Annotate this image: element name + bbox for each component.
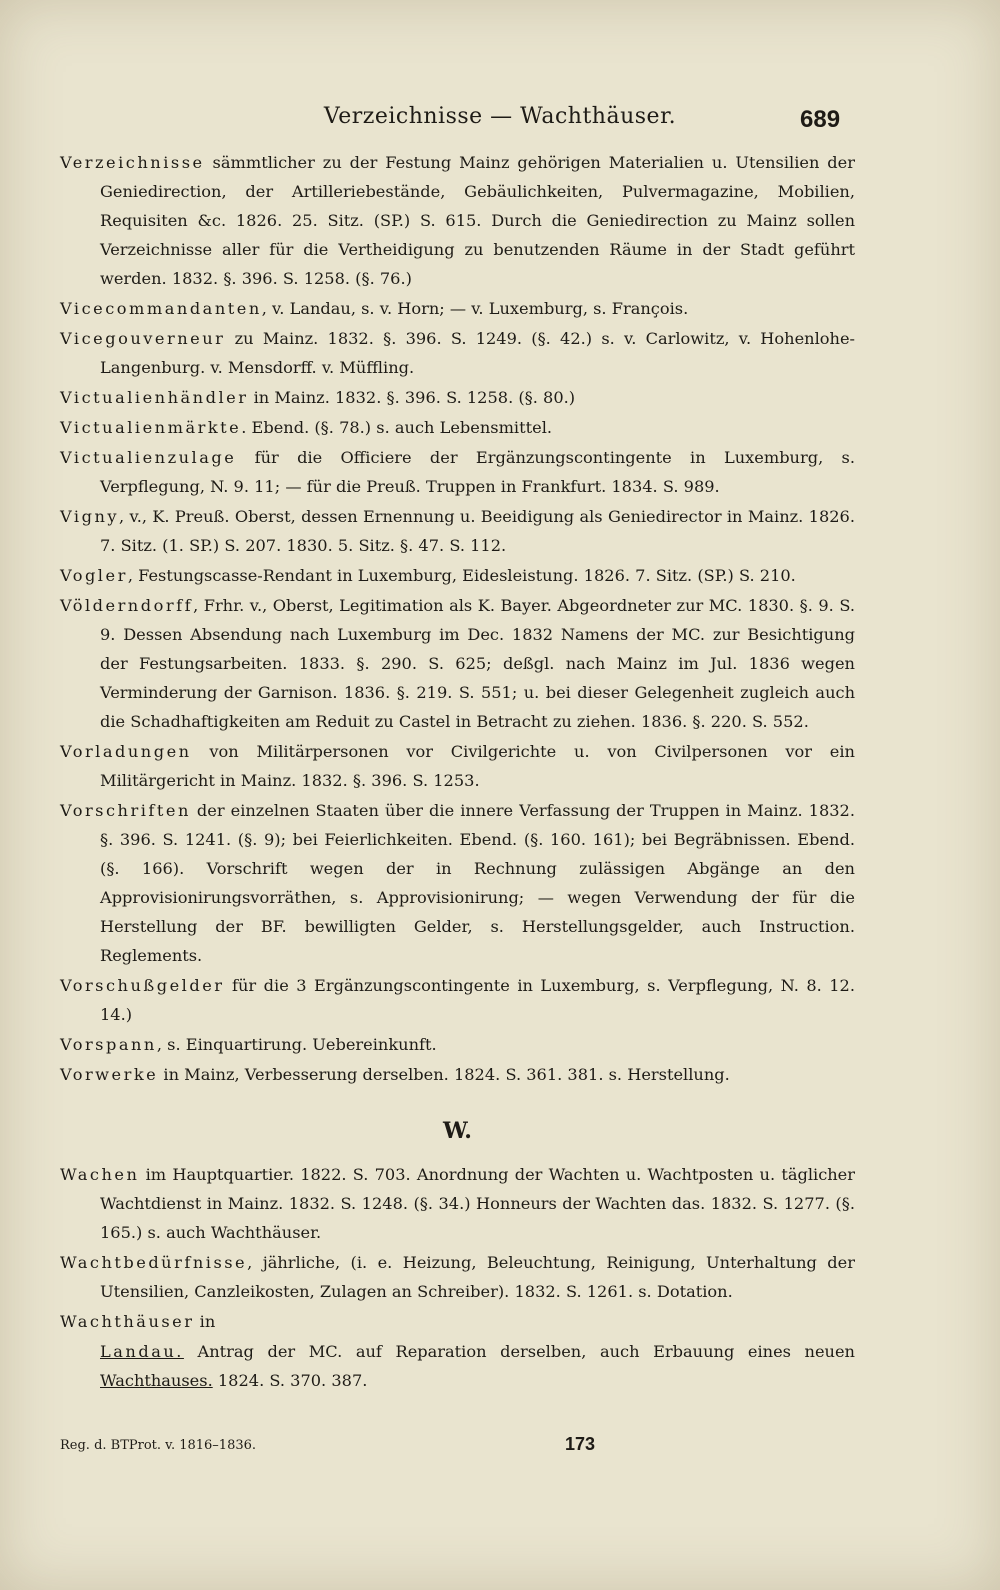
entry-text: in xyxy=(199,1312,216,1331)
index-entry xyxy=(60,971,855,1029)
index-subentry xyxy=(60,1337,855,1395)
index-entry xyxy=(60,737,855,795)
entry-head: Verzeichnisse xyxy=(60,153,205,172)
index-entry xyxy=(60,591,855,736)
index-entry xyxy=(60,294,855,323)
entry-head: Wachtbedürfnisse xyxy=(60,1253,248,1272)
entry-head: Vicegouverneur xyxy=(60,329,226,348)
entry-head: Völderndorff xyxy=(60,596,194,615)
index-entry xyxy=(60,413,855,442)
entry-text: für die Officiere der Ergänzungscontingente in Luxemburg, s. Verpflegung, N. 9. 11; — für die Preuß. Truppen in Frankfurt. 1834. S. 989. xyxy=(100,448,855,496)
index-entry xyxy=(60,443,855,501)
entry-head: Vicecommandanten xyxy=(60,299,262,318)
page-number: 689 xyxy=(800,106,841,133)
entry-head: Victualienzulage xyxy=(60,448,237,467)
section-letter: W. xyxy=(443,1118,472,1144)
page-header xyxy=(0,98,1000,138)
running-title: Verzeichnisse — Wachthäuser. xyxy=(323,104,677,129)
entry-head: Vorladungen xyxy=(60,742,192,761)
index-entry xyxy=(60,561,855,590)
page-footer xyxy=(60,1434,860,1464)
index-entry xyxy=(60,1060,855,1089)
entry-text: . Ebend. (§. 78.) s. auch Lebensmittel. xyxy=(241,418,553,437)
subentry-last-word: Wachthauses. xyxy=(100,1371,213,1390)
index-entry xyxy=(60,1307,855,1336)
entry-text: von Militärpersonen vor Civilgerichte u. von Civilpersonen vor ein Militärgericht in Mainz. 1832. §. 396. S. 1253. xyxy=(100,742,855,790)
entry-head: Wachen xyxy=(60,1165,140,1184)
subentry-text: Antrag der MC. auf Reparation derselben, auch Erbauung eines neuen xyxy=(197,1342,855,1361)
entry-head: Wachthäuser xyxy=(60,1312,195,1331)
entry-text: , v., K. Preuß. Oberst, dessen Ernennung u. Beeidigung als Geniedirector in Mainz. 1826. 7. Sitz. (1. SP.) S. 207. 1830. 5. Sitz. §. 47. S. 112. xyxy=(100,507,855,555)
entry-head: Vogler xyxy=(60,566,128,585)
index-content xyxy=(60,148,855,1396)
index-entry xyxy=(60,383,855,412)
entry-head: Vorschußgelder xyxy=(60,976,225,995)
entry-head: Victualienhändler xyxy=(60,388,249,407)
entry-head: Vigny xyxy=(60,507,120,526)
entry-text: sämmtlicher zu der Festung Mainz gehörigen Materialien u. Utensilien der Geniedirection, der Artilleriebestände, Gebäulichkeiten, Pulvermagazine, Mobilien, Requisiten &c. 1826. 25. Sitz. (SP.) S. 615. Durch die Geniedirection zu Mainz sollen Verzeichnisse aller für die Vertheidigung zu benutzenden Räume in der Stadt geführt werden. 1832. §. 396. S. 1258. (§. 76.) xyxy=(100,153,855,288)
footer-reference: Reg. d. BTProt. v. 1816–1836. xyxy=(60,1438,257,1453)
entry-text: der einzelnen Staaten über die innere Verfassung der Truppen in Mainz. 1832. §. 396. S. 1241. (§. 9); bei Feierlichkeiten. Ebend. (§. 160. 161); bei Begräbnissen. Ebend. (§. 166). Vorschrift wegen der in Rechnung zulässigen Abgänge an den Approvisionirungsvorräthen, s. Approvisionirung; — wegen Verwendung der für die Herstellung der BF. bewilligten Gelder, s. Herstellungsgelder, auch Instruction. Reglements. xyxy=(100,801,855,965)
subentry-place: Landau. xyxy=(100,1342,184,1361)
entry-head: Vorwerke xyxy=(60,1065,159,1084)
entry-text: , jährliche, (i. e. Heizung, Beleuchtung, Reinigung, Unterhaltung der Utensilien, Canzleikosten, Zulagen an Schreiber). 1832. S. 1261. s. Dotation. xyxy=(100,1253,855,1301)
index-entry xyxy=(60,796,855,970)
entry-text: , Frhr. v., Oberst, Legitimation als K. Bayer. Abgeordneter zur MC. 1830. §. 9. S. 9. Dessen Absendung nach Luxemburg im Dec. 1832 Namens der MC. zur Besichtigung der Festungsarbeiten. 1833. §. 290. S. 625; deßgl. nach Mainz im Jul. 1836 wegen Verminderung der Garnison. 1836. §. 219. S. 551; u. bei dieser Gelegenheit zugleich auch die Schadhaftigkeiten am Reduit zu Castel in Betracht zu ziehen. 1836. §. 220. S. 552. xyxy=(100,596,855,731)
entry-text: in Mainz, Verbesserung derselben. 1824. S. 361. 381. s. Herstellung. xyxy=(163,1065,730,1084)
entry-head: Victualienmärkte xyxy=(60,418,242,437)
subentry-last-text: 1824. S. 370. 387. xyxy=(217,1371,368,1390)
entry-text: , Festungscasse-Rendant in Luxemburg, Eidesleistung. 1826. 7. Sitz. (SP.) S. 210. xyxy=(127,566,796,585)
index-entry xyxy=(60,1030,855,1059)
entry-head: Vorspann xyxy=(60,1035,157,1054)
entry-text: , s. Einquartirung. Uebereinkunft. xyxy=(156,1035,437,1054)
signature-mark: 173 xyxy=(565,1434,596,1454)
index-entry xyxy=(60,1248,855,1306)
index-entry xyxy=(60,324,855,382)
entry-text: im Hauptquartier. 1822. S. 703. Anordnung der Wachten u. Wachtposten u. täglicher Wachtdienst in Mainz. 1832. S. 1248. (§. 34.) Honneurs der Wachten das. 1832. S. 1277. (§. 165.) s. auch Wachthäuser. xyxy=(100,1165,856,1242)
entry-text: , v. Landau, s. v. Horn; — v. Luxemburg, s. François. xyxy=(261,299,689,318)
entry-text: in Mainz. 1832. §. 396. S. 1258. (§. 80.) xyxy=(253,388,576,407)
index-entry xyxy=(60,502,855,560)
entry-text: zu Mainz. 1832. §. 396. S. 1249. (§. 42.) s. v. Carlowitz, v. Hohenlohe-Langenburg. v. Mensdorff. v. Müffling. xyxy=(100,329,856,377)
index-entry xyxy=(60,148,855,293)
entry-head: Vorschriften xyxy=(60,801,191,820)
entry-text: für die 3 Ergänzungscontingente in Luxemburg, s. Verpflegung, N. 8. 12. 14.) xyxy=(100,976,855,1024)
index-entry xyxy=(60,1160,855,1247)
